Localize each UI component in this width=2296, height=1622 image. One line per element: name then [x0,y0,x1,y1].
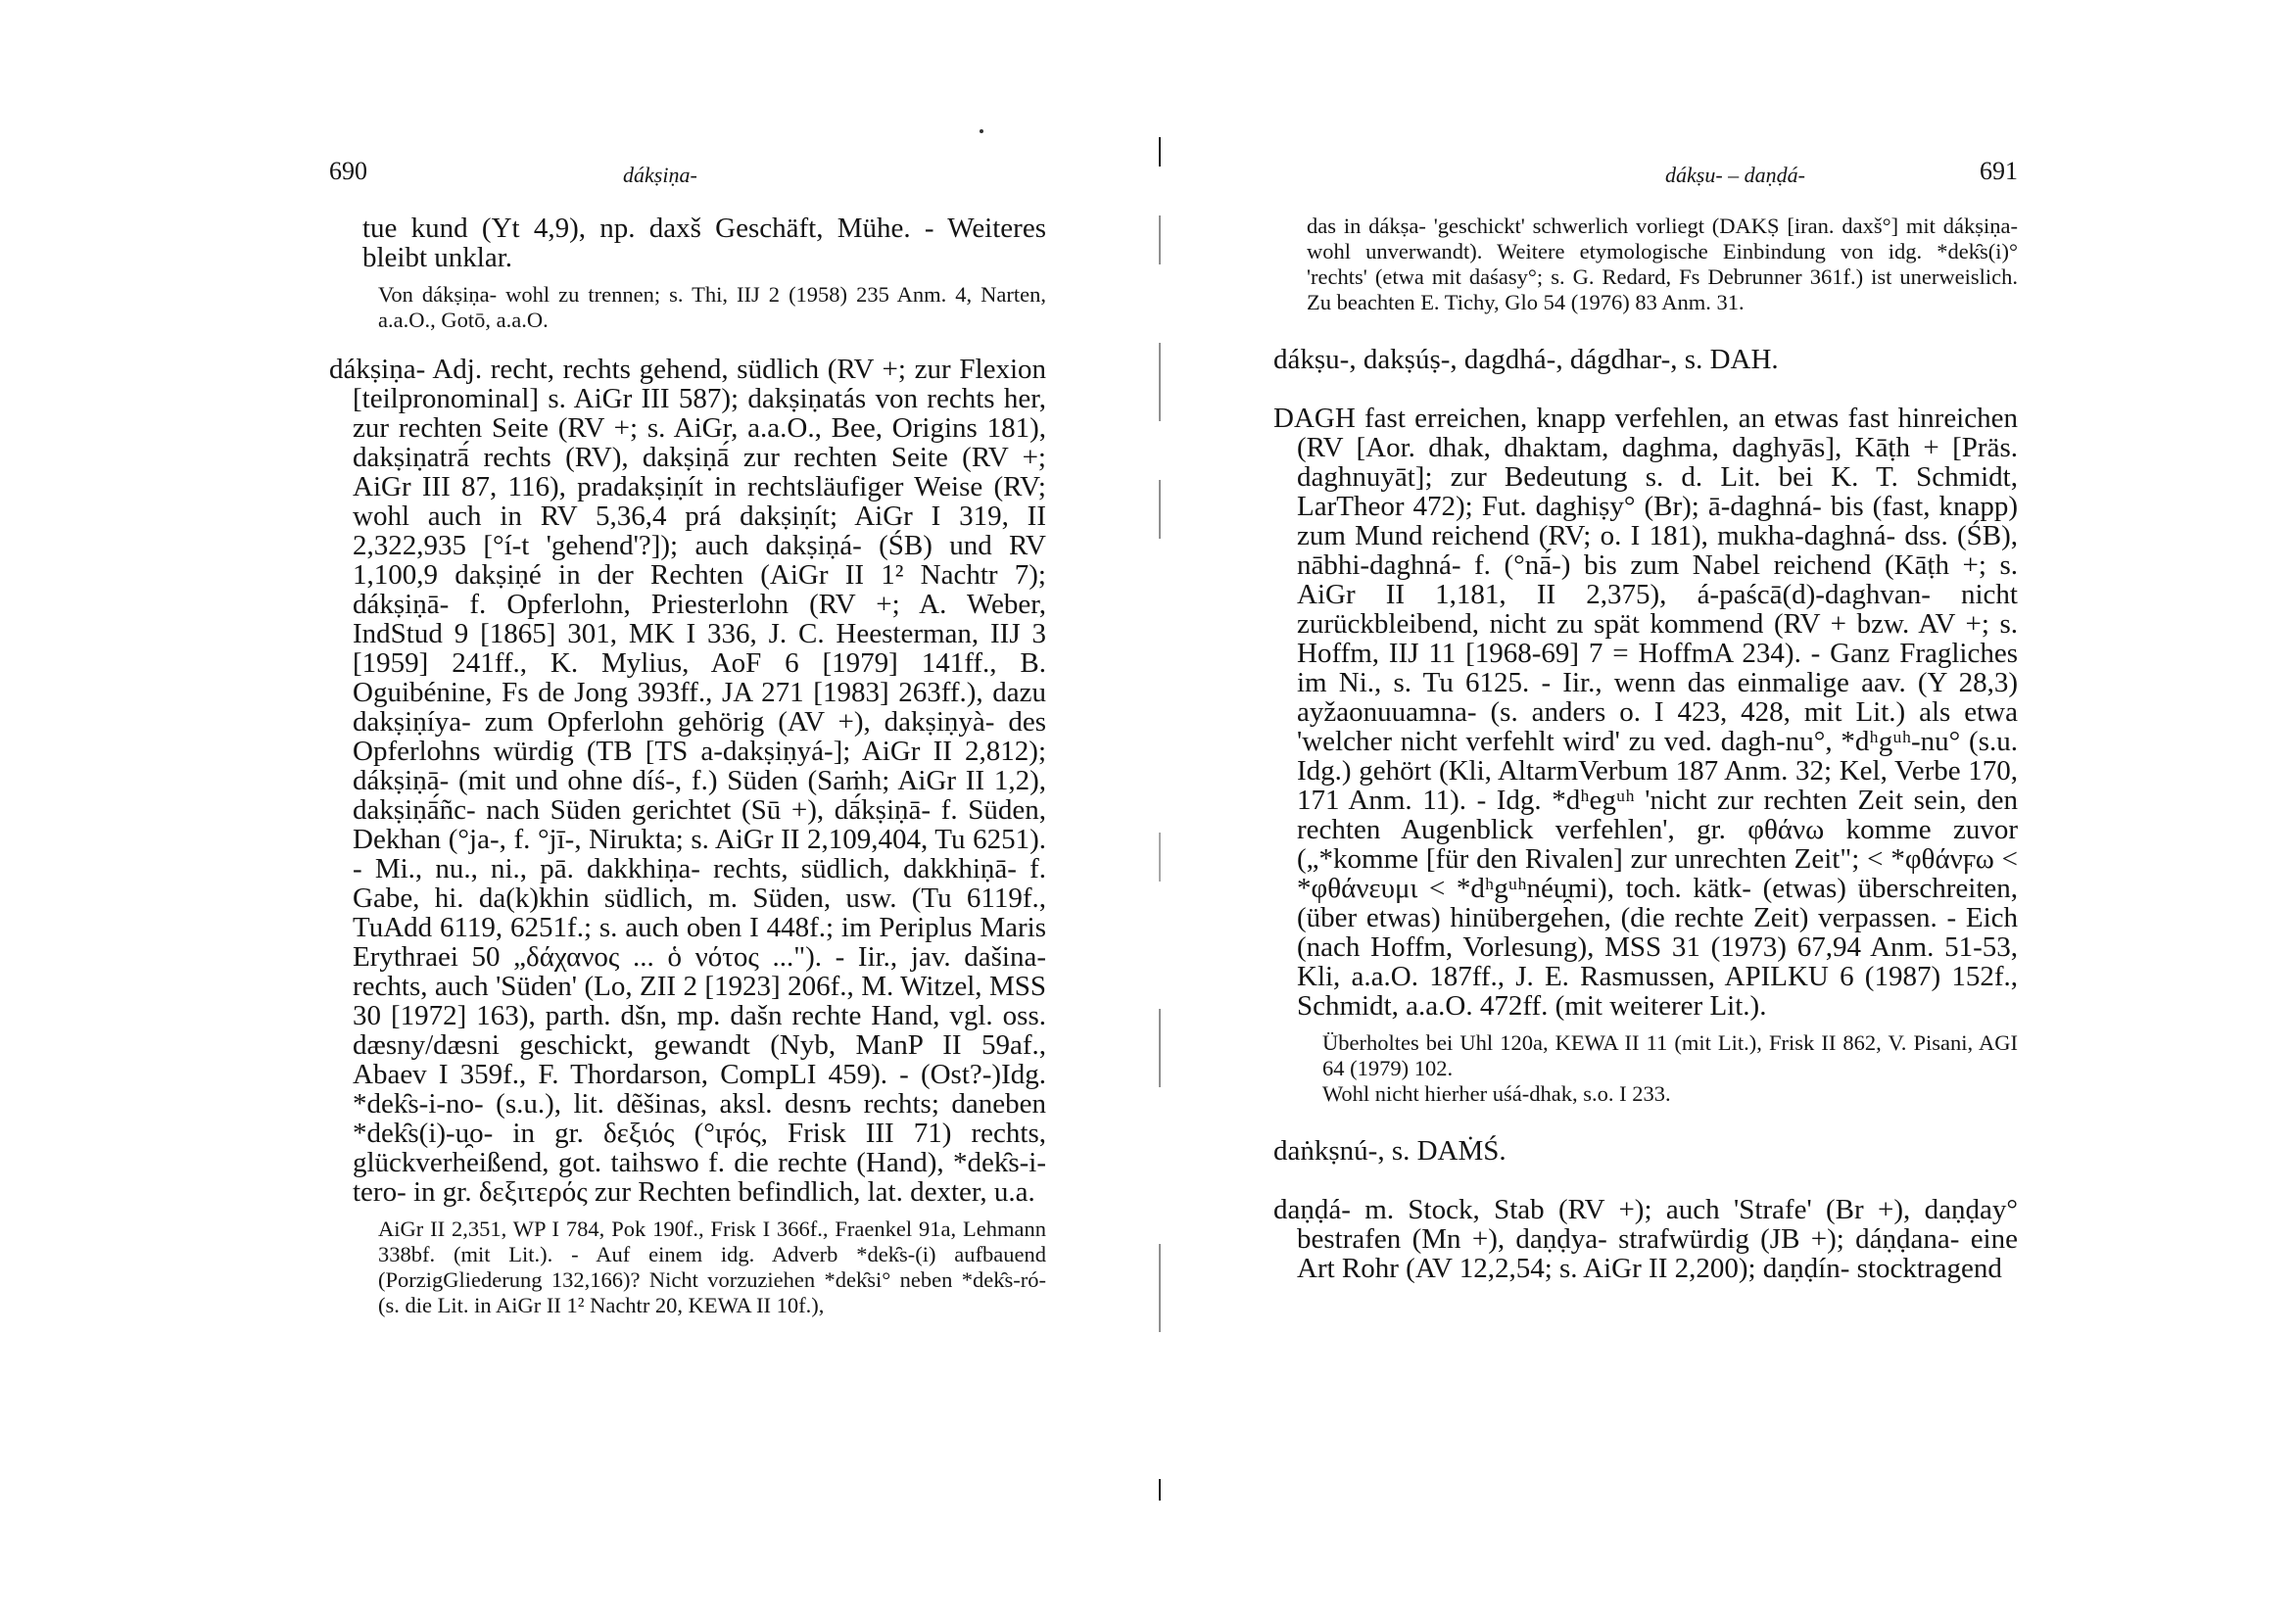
scan-speck [980,129,983,133]
left-running-header [329,157,1046,196]
entry-danda: daṇḍá- m. Stock, Stab (RV +); auch 'Strafe' (Br +), daṇḍay° bestrafen (Mn +), daṇḍya- strafwürdig (JB +); dáṇḍana- eine Art Rohr (AV 12,2,54; s. AiGr II 2,200); daṇḍín- stocktragend [1273,1194,2018,1284]
right-page-number: 691 [1980,157,2018,185]
entry-dagh: DAGH fast erreichen, knapp verfehlen, an etwas fast hinreichen (RV [Aor. dhak, dhaktam, daghma, daghyās], Kāṭh + [Präs. daghnuyāt]; zur Bedeutung s. d. Lit. bei K. T. Schmidt, LarTheor 472); Fut. daghiṣy° (Br); ā-daghná- bis (fast, knapp) zum Mund reichend (RV; o. I 181), mukha-daghná- dss. (ŚB), nābhi-daghná- f. (°nā́-) bis zum Nabel reichend (Kāṭh +; s. AiGr II 1,181, II 2,375), á-paścā(d)-daghvan- nicht zurückbleibend, nicht zu spät kommend (RV + bzw. AV +; s. Hoffm, IIJ 11 [1968-69] 7 = HoffmA 234). - Ganz Fragliches im Ni., s. Tu 6125. - Iir., wenn das einmalige aav. (Y 28,3) ayžaonuuamna- (s. anders o. I 423, 428, mit Lit.) als etwa 'welcher nicht verfehlt wird' zu ved. dagh-nu°, *dʰgᵘʰ-nu° (s.u. Idg.) gehört (Kli, AltarmVerbum 187 Anm. 32; Kel, Verbe 170, 171 Anm. 11). - Idg. *dʰegᵘʰ 'nicht zur rechten Zeit sein, den rechten Augenblick verfehlen', gr. φθάνω komme zuvor („*komme [für den Rivalen] zur unrechten Zeit"; < *φθάνϝω < *φθάνευμι < *dʰgᵘʰnéu̯mi), toch. kätk- (etwas) überschreiten, (über etwas) hinübergehen, (die rechte Zeit) verpassen. - Eich (nach Hoffm, Vorlesung), MSS 31 (1973) 67,94 Anm. 51-53, Kli, a.a.O. 187ff., J. E. Rasmussen, APILKU 6 (1987) 152f., Schmidt, a.a.O. 472ff. (mit weiterer Lit.). [1273,403,2018,1022]
left-page-number: 690 [329,157,367,185]
left-page-body [329,214,1046,1318]
page-gutter [1156,127,1166,1508]
right-note: Überholtes bei Uhl 120a, KEWA II 11 (mit Lit.), Frisk II 862, V. Pisani, AGI 64 (1979) 102. [1322,1030,2018,1080]
left-running-head: dákṣiṇa- [623,163,697,187]
entry-daksina: dákṣiṇa- Adj. recht, rechts gehend, südlich (RV +; zur Flexion [teilpronominal] s. AiGr III 587); dakṣiṇatás von rechts her, zur rechten Seite (RV +; s. AiGr, a.a.O., Bee, Origins 181), dakṣiṇatrā́ rechts (RV), dakṣiṇā́ zur rechten Seite (RV +; AiGr III 87, 116), pradakṣiṇít in rechtsläufiger Weise (RV; wohl auch in RV 5,36,4 prá dakṣiṇít; AiGr I 319, II 2,322,935 [°í-t 'gehend'?]); auch dakṣiṇá- (ŚB) und RV 1,100,9 dakṣiṇé in der Rechten (AiGr II 1² Nachtr 7); dákṣiṇā- f. Opferlohn, Priesterlohn (RV +; A. Weber, IndStud 9 [1865] 301, MK I 336, J. C. Heesterman, IIJ 3 [1959] 241ff., K. Mylius, AoF 6 [1979] 141ff., B. Oguibénine, Fs de Jong 393ff., JA 271 [1983] 263ff.), dazu dakṣiṇíya- zum Opferlohn gehörig (AV +), dakṣiṇyà- des Opferlohns würdig (TB [TS a-dakṣiṇyá-]; AiGr II 2,812); dákṣiṇā- (mit und ohne díś-, f.) Süden (Saṁh; AiGr II 1,2), dakṣiṇā́ñc- nach Süden gerichtet (Sū +), dā́kṣiṇā- f. Süden, Dekhan (°ja-, f. °jī-, Nirukta; s. AiGr II 2,109,404, Tu 6251). - Mi., nu., ni., pā. dakkhiṇa- rechts, südlich, dakkhiṇā- f. Gabe, hi. da(k)khin südlich, m. Süden, usw. (Tu 6119f., TuAdd 6119, 6251f.; s. auch oben I 448f.; im Periplus Maris Erythraei 50 „δάχανος ... ὁ νότος ..."). - Iir., jav. dašina- rechts, auch 'Süden' (Lo, ZII 2 [1923] 206f., M. Witzel, MSS 30 [1972] 163), parth. dšn, mp. dašn rechte Hand, vgl. oss. dæsny/dæsni geschickt, gewandt (Nyb, ManP II 59af., Abaev I 359f., F. Thordarson, CompLI 459). - (Ost?-)Idg. *dek̑s-i-no- (s.u.), lit. dẽšinas, aksl. desnъ rechts; daneben *dek̑s(i)-u̯o- in gr. δεξιός (°ιϝός, Frisk III 71) rechts, glückverheißend, got. taihswo f. die rechte (Hand), *dek̑s-i-tero- in gr. δεξιτερός zur Rechten befindlich, lat. dexter, u.a. [329,354,1046,1208]
right-note: das in dákṣa- 'geschickt' schwerlich vorliegt (DAKṢ [iran. daxš°] mit dákṣiṇa- wohl unverwandt). Weitere etymologische Einbindung von idg. *dek̑s(i)° 'rechts' (etwa mit daśasy°; s. G. Redard, Fs Debrunner 361f.) ist unerweislich. Zu beachten E. Tichy, Glo 54 (1976) 83 Anm. 31. [1307,214,2018,314]
left-paragraph: tue kund (Yt 4,9), np. daxš Geschäft, Mühe. - Weiteres bleibt unklar. [362,213,1046,273]
entry-danksnu: daṅkṣnú-, s. DAṀŚ. [1273,1135,1507,1167]
right-note: Wohl nicht hierher uśá-dhak, s.o. I 233. [1322,1081,1671,1106]
entry-daksu: dákṣu-, dakṣúṣ-, dagdhá-, dágdhar-, s. DAH. [1273,344,1779,375]
right-running-head: dákṣu- – daṇḍá- [1665,163,1805,187]
left-note: AiGr II 2,351, WP I 784, Pok 190f., Frisk I 366f., Fraenkel 91a, Lehmann 338bf. (mit Lit.). - Auf einem idg. Adverb *dek̑s-(i) aufbauend (PorzigGliederung 132,166)? Nicht vorzuziehen *dek̑si° neben *dek̑s-ró- (s. die Lit. in AiGr II 1² Nachtr 20, KEWA II 10f.), [378,1216,1046,1317]
left-note: Von dákṣiṇa- wohl zu trennen; s. Thi, IIJ 2 (1958) 235 Anm. 4, Narten, a.a.O., Gotō, a.a.O. [378,282,1046,332]
right-page-body [1273,214,2018,1283]
right-running-header [1273,157,2018,196]
